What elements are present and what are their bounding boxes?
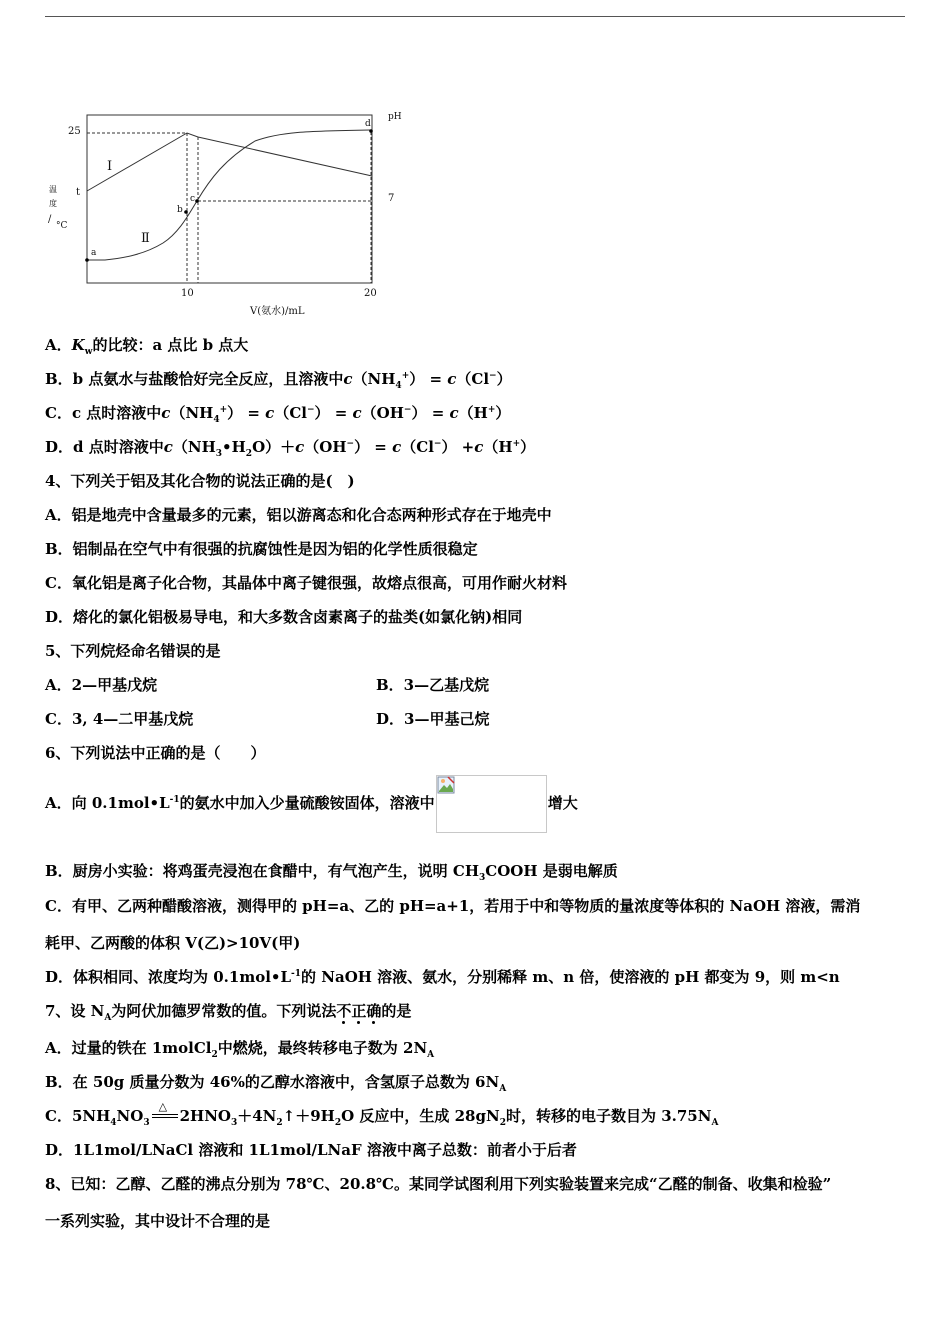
curve-label-I: Ⅰ xyxy=(107,159,113,174)
q8-stem-line2: 一系列实验，其中设计不合理的是 xyxy=(45,1212,271,1230)
q7-stem: 7、设 $N_A$为阿伏加德罗常数的值。下列说法不正确的是 xyxy=(45,1002,412,1023)
y-label-3: / xyxy=(48,214,52,225)
q7-option-d: D．1L1mol/LNaCl 溶液和 1L1mol/LNaF 溶液中离子总数：前者小于后者 xyxy=(45,1141,577,1159)
y-right-label: pH xyxy=(388,112,402,122)
q4-option-a: A．铝是地壳中含量最多的元素，铝以游离态和化合态两种形式存在于地壳中 xyxy=(45,506,552,524)
y-right-tick-7: 7 xyxy=(388,193,395,204)
y-tick-25: 25 xyxy=(68,126,81,137)
q3-option-d: D．d 点时溶液中$c(NH_3•H_2O)+c(OH^-) = c(Cl^-) +c(H^+)$ xyxy=(45,438,536,459)
curve-label-II: Ⅱ xyxy=(141,231,150,246)
curve-I-temperature xyxy=(87,133,372,191)
q3-option-b: B．b 点氨水与盐酸恰好完全反应，且溶液中$c(NH_4^+) = c(Cl^-)$ xyxy=(45,370,512,391)
q6-option-d: D．体积相同、浓度均为 $0.1mol•L^{-1}$的 NaOH 溶液、氨水，分别稀释 m、n 倍，使溶液的 pH 都变为 9，则 m<n xyxy=(45,968,840,986)
q4-option-b: B．铝制品在空气中有很强的抗腐蚀性是因为铝的化学性质很稳定 xyxy=(45,540,478,558)
x-axis-label: V(氨水)/mL xyxy=(250,306,305,317)
point-label-a: a xyxy=(91,248,97,258)
q8-stem-line1: 8、已知：乙醇、乙醛的沸点分别为 78℃、20.8℃。某同学试图利用下列实验装置来完成“乙醛的制备、收集和检验” xyxy=(45,1175,832,1193)
q6-option-c-line2: 耗甲、乙两酸的体积 V(乙)>10V(甲) xyxy=(45,934,301,952)
x-tick-20: 20 xyxy=(364,288,377,299)
point-b xyxy=(184,210,188,214)
y-tick-t: t xyxy=(76,187,81,198)
y-label-2: 度 xyxy=(49,199,57,208)
q4-option-c: C．氧化铝是离子化合物，其晶体中离子键很强，故熔点很高，可用作耐火材料 xyxy=(45,574,567,592)
point-c xyxy=(195,199,199,203)
broken-image-icon xyxy=(437,776,455,794)
q5-option-d: D．3—甲基己烷 xyxy=(376,710,490,728)
heating-condition-arrow: △ xyxy=(150,1107,180,1121)
broken-image-placeholder xyxy=(436,775,547,833)
q5-option-b: B．3—乙基戊烷 xyxy=(376,676,490,694)
y-label-1: 温 xyxy=(49,185,57,194)
titration-graph xyxy=(45,104,415,322)
q6-stem: 6、下列说法中正确的是（ ） xyxy=(45,744,266,762)
q5-option-c: C．3, 4—二甲基戊烷 xyxy=(45,710,194,728)
point-a xyxy=(85,258,89,262)
q3-option-a: A．$K_w$的比较：a 点比 b 点大 xyxy=(45,336,249,357)
q7-option-b: B．在 50g 质量分数为 46%的乙醇水溶液中，含氢原子总数为 $6N_A$ xyxy=(45,1073,507,1094)
q4-option-d: D．熔化的氯化铝极易导电，和大多数含卤素离子的盐类(如氯化钠)相同 xyxy=(45,608,523,626)
q6-option-c-line1: C．有甲、乙两种醋酸溶液，测得甲的 pH=a、乙的 pH=a+1，若用于中和等物质的量浓度等体积的 NaOH 溶液，需消 xyxy=(45,897,861,915)
point-d xyxy=(369,129,373,133)
point-label-c: c xyxy=(190,194,196,204)
point-label-b: b xyxy=(177,205,183,215)
top-rule xyxy=(45,16,905,17)
q7-option-c: C．$5NH_4NO_3$ △ $2HNO_3+4N_2↑+9H_2O$ 反应中，生成 $28gN_2$时，转移的电子数目为 $3.75N_A$ xyxy=(45,1100,719,1128)
q7-option-a: A．过量的铁在 1molCl$_2$中燃烧，最终转移电子数为 $2N_A$ xyxy=(45,1039,435,1060)
q6-option-b: B．厨房小实验：将鸡蛋壳浸泡在食醋中，有气泡产生，说明 $CH_3COOH$ 是弱电解质 xyxy=(45,862,618,883)
y-label-4: °C xyxy=(56,221,68,231)
q5-stem: 5、下列烷烃命名错误的是 xyxy=(45,642,221,660)
q3-option-c: C．c 点时溶液中$c(NH_4^+) = c(Cl^-) = c(OH^-) = c(H^+)$ xyxy=(45,404,511,425)
q5-option-a: A．2—甲基戊烷 xyxy=(45,676,158,694)
q4-stem: 4、下列关于铝及其化合物的说法正确的是( ) xyxy=(45,472,355,490)
x-tick-10: 10 xyxy=(181,288,194,299)
titration-figure xyxy=(45,104,415,322)
q6-option-a: A．向 $0.1mol•L^{-1}$的氨水中加入少量硫酸铵固体，溶液中 增大 xyxy=(45,774,578,833)
point-label-d: d xyxy=(365,119,371,129)
plot-frame xyxy=(87,115,372,283)
curve-II-ph xyxy=(87,130,370,260)
